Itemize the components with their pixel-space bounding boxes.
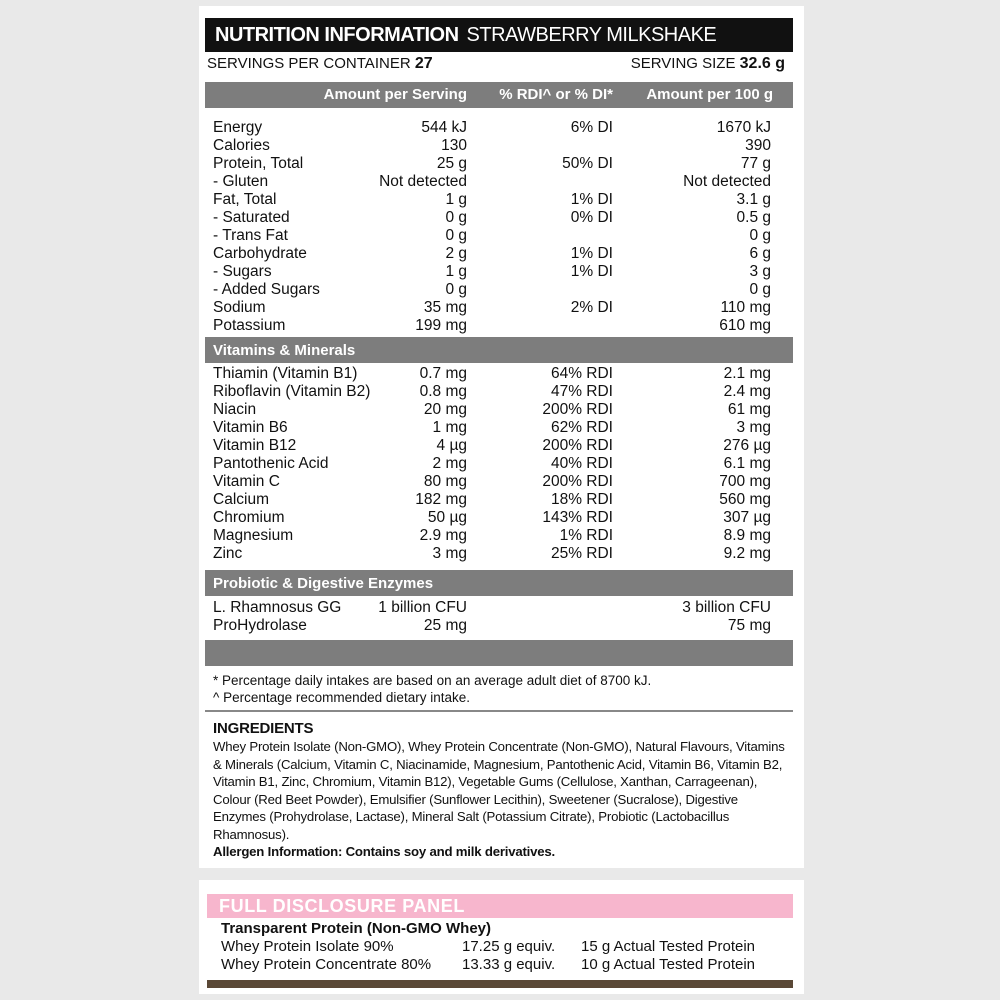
nutrient-name: Pantothenic Acid <box>213 455 329 472</box>
table-end-bar <box>205 640 793 666</box>
ingredients-block <box>213 720 793 861</box>
nutrient-name: Protein, Total <box>213 155 304 172</box>
table-row <box>199 191 799 209</box>
footnote-di: * Percentage daily intakes are based on an average adult diet of 8700 kJ. <box>213 673 652 688</box>
percent-intake: 62% RDI <box>550 419 613 436</box>
percent-intake: 6% DI <box>570 119 613 136</box>
nutrient-name: ProHydrolase <box>213 617 307 634</box>
amount-per-100g: 110 mg <box>720 299 771 316</box>
nutrient-name: Chromium <box>213 509 285 526</box>
amount-per-100g: 700 mg <box>719 473 771 490</box>
table-row <box>199 227 799 245</box>
serving-size <box>631 55 785 73</box>
title-bold: NUTRITION INFORMATION <box>215 23 459 46</box>
serving-size-value: 32.6 g <box>739 55 785 72</box>
footnotes <box>213 672 651 706</box>
table-row <box>199 509 799 527</box>
table-row <box>199 245 799 263</box>
table-row <box>199 437 799 455</box>
vitamins-section-bar <box>205 337 793 363</box>
table-row <box>199 317 799 335</box>
amount-per-100g: 8.9 mg <box>723 527 771 544</box>
nutrient-name: - Trans Fat <box>213 227 288 244</box>
column-header-bar <box>205 82 793 108</box>
amount-per-serving: Not detected <box>379 173 467 190</box>
nutrient-name: Riboflavin (Vitamin B2) <box>213 383 371 400</box>
amount-per-100g: 9.2 mg <box>723 545 771 562</box>
vitamins-table <box>199 365 799 563</box>
nutrient-name: Fat, Total <box>213 191 277 208</box>
disclosure-rows <box>207 938 793 974</box>
amount-per-100g: 610 mg <box>719 317 771 334</box>
nutrient-name: Zinc <box>213 545 243 562</box>
table-row <box>199 401 799 419</box>
percent-intake: 200% RDI <box>542 473 613 490</box>
percent-intake: 1% DI <box>570 245 613 262</box>
amount-per-100g: 1670 kJ <box>716 119 771 136</box>
amount-per-serving: 544 kJ <box>421 119 467 136</box>
disclosure-title: FULL DISCLOSURE PANEL <box>219 895 465 916</box>
amount-per-serving: 199 mg <box>415 317 467 334</box>
nutrient-name: Carbohydrate <box>213 245 307 262</box>
table-row <box>199 491 799 509</box>
disclosure-heading-row <box>207 920 793 938</box>
header-rdi: % RDI^ or % DI* <box>499 86 613 103</box>
table-row <box>199 119 799 137</box>
amount-per-100g: 3.1 g <box>736 191 771 208</box>
amount-per-serving: 1 billion CFU <box>378 599 467 616</box>
table-row <box>199 599 799 617</box>
table-row <box>199 365 799 383</box>
amount-per-serving: 2 g <box>445 245 467 262</box>
amount-per-serving: 25 mg <box>423 617 467 634</box>
nutrient-name: Energy <box>213 119 263 136</box>
disclosure-row <box>207 938 793 956</box>
full-disclosure-panel <box>199 880 804 994</box>
amount-per-serving: 2.9 mg <box>419 527 467 544</box>
header-per-100g: Amount per 100 g <box>646 86 773 103</box>
probiotic-table <box>199 599 799 635</box>
nutrient-name: Vitamin B12 <box>213 437 297 454</box>
amount-per-serving: 0.7 mg <box>419 365 467 382</box>
servings-per-container-value: 27 <box>414 55 433 72</box>
table-row <box>199 383 799 401</box>
amount-per-serving: 0 g <box>445 227 467 244</box>
amount-per-100g: 75 mg <box>727 617 771 634</box>
nutrient-name: Calcium <box>213 491 269 508</box>
disclosure-title-bar <box>207 894 793 918</box>
amount-per-serving: 25 g <box>436 155 467 172</box>
amount-per-serving: 1 mg <box>432 419 467 436</box>
protein-equivalent: 17.25 g equiv. <box>462 938 556 955</box>
amount-per-100g: 0 g <box>749 281 771 298</box>
amount-per-serving: 35 mg <box>423 299 467 316</box>
nutrient-name: - Sugars <box>213 263 272 280</box>
ingredients-title: INGREDIENTS <box>213 720 314 737</box>
disclosure-body <box>207 918 793 988</box>
amount-per-serving: 0 g <box>445 209 467 226</box>
amount-per-serving: 130 <box>441 137 467 154</box>
nutrient-table <box>199 119 799 335</box>
amount-per-serving: 80 mg <box>423 473 467 490</box>
percent-intake: 1% RDI <box>559 527 613 544</box>
percent-intake: 200% RDI <box>542 437 613 454</box>
table-row <box>199 473 799 491</box>
percent-intake: 200% RDI <box>542 401 613 418</box>
probiotic-section-bar <box>205 570 793 596</box>
nutrient-name: Niacin <box>213 401 257 418</box>
percent-intake: 25% RDI <box>550 545 613 562</box>
ingredients-text: Whey Protein Isolate (Non-GMO), Whey Protein Concentrate (Non-GMO), Natural Flavours, Vitamins & Minerals (Calcium, Vitamin C, Niacinamide, Magnesium, Pantothenic Acid, Vitamin B6, Vitamin B2, Vitamin B1, Zinc, Chromium, Vitamin B12), Vegetable Gums (Cellulose, Xanthan, Carrageenan), Colour (Red Beet Powder), Emulsifier (Sunflower Lecithin), Sweetener (Sucralose), Digestive Enzymes (Prohydrolase, Lactase), Mineral Salt (Potassium Citrate), Probiotic (Lactobacillus Rhamnosus). <box>213 739 785 842</box>
table-row <box>199 419 799 437</box>
amount-per-serving: 0 g <box>445 281 467 298</box>
amount-per-100g: 560 mg <box>719 491 771 508</box>
disclosure-row <box>207 956 793 974</box>
nutrient-name: Vitamin B6 <box>213 419 288 436</box>
tested-protein: 15 g Actual Tested Protein <box>581 938 756 955</box>
table-row <box>199 173 799 191</box>
amount-per-serving: 4 µg <box>436 437 467 454</box>
table-row <box>199 209 799 227</box>
percent-intake: 0% DI <box>570 209 613 226</box>
amount-per-100g: 2.4 mg <box>723 383 771 400</box>
amount-per-serving: 1 g <box>445 191 467 208</box>
amount-per-100g: 3 mg <box>736 419 771 436</box>
table-row <box>199 455 799 473</box>
nutrient-name: Sodium <box>213 299 266 316</box>
nutrient-name: Thiamin (Vitamin B1) <box>213 365 358 382</box>
table-row <box>199 137 799 155</box>
amount-per-100g: 307 µg <box>723 509 771 526</box>
amount-per-serving: 0.8 mg <box>419 383 467 400</box>
serving-size-label: SERVING SIZE <box>630 55 736 72</box>
amount-per-100g: 3 billion CFU <box>682 599 771 616</box>
percent-intake: 50% DI <box>562 155 613 172</box>
servings-per-container-label: SERVINGS PER CONTAINER <box>207 55 411 72</box>
percent-intake: 18% RDI <box>550 491 613 508</box>
nutrient-name: Magnesium <box>213 527 294 544</box>
vitamins-section-title: Vitamins & Minerals <box>213 341 356 359</box>
percent-intake: 1% DI <box>570 191 613 208</box>
nutrition-panel <box>199 6 804 868</box>
amount-per-serving: 50 µg <box>427 509 467 526</box>
protein-source: Whey Protein Concentrate 80% <box>221 956 432 973</box>
nutrient-name: - Gluten <box>213 173 269 190</box>
table-row <box>199 527 799 545</box>
amount-per-100g: 0 g <box>749 227 771 244</box>
nutrient-name: Potassium <box>213 317 286 334</box>
percent-intake: 47% RDI <box>550 383 613 400</box>
percent-intake: 143% RDI <box>542 509 613 526</box>
percent-intake: 64% RDI <box>550 365 613 382</box>
amount-per-100g: 77 g <box>740 155 771 172</box>
footnote-rdi: ^ Percentage recommended dietary intake. <box>213 690 470 705</box>
amount-per-100g: 3 g <box>749 263 771 280</box>
servings-per-container <box>207 55 433 73</box>
amount-per-100g: 6 g <box>749 245 771 262</box>
disclosure-heading: Transparent Protein (Non-GMO Whey) <box>221 920 492 937</box>
amount-per-100g: 276 µg <box>723 437 771 454</box>
nutrient-name: L. Rhamnosus GG <box>213 599 342 616</box>
servings-line <box>207 52 785 76</box>
amount-per-serving: 3 mg <box>432 545 467 562</box>
amount-per-serving: 2 mg <box>432 455 467 472</box>
amount-per-serving: 20 mg <box>423 401 467 418</box>
amount-per-serving: 182 mg <box>415 491 467 508</box>
amount-per-100g: 390 <box>745 137 771 154</box>
table-row <box>199 545 799 563</box>
nutrient-name: - Saturated <box>213 209 290 226</box>
amount-per-100g: Not detected <box>683 173 771 190</box>
amount-per-100g: 0.5 g <box>736 209 771 226</box>
nutrient-name: Calories <box>213 137 270 154</box>
nutrient-name: - Added Sugars <box>213 281 320 298</box>
ingredients-divider <box>205 710 793 712</box>
table-row <box>199 617 799 635</box>
table-row <box>199 281 799 299</box>
percent-intake: 2% DI <box>570 299 613 316</box>
allergen-information: Allergen Information: Contains soy and milk derivatives. <box>213 844 556 859</box>
percent-intake: 40% RDI <box>550 455 613 472</box>
table-row <box>199 263 799 281</box>
nutrient-name: Vitamin C <box>213 473 280 490</box>
amount-per-100g: 6.1 mg <box>723 455 771 472</box>
probiotic-section-title: Probiotic & Digestive Enzymes <box>213 574 434 592</box>
percent-intake: 1% DI <box>570 263 613 280</box>
protein-source: Whey Protein Isolate 90% <box>221 938 394 955</box>
nutrition-title-bar <box>205 18 793 52</box>
title-product: STRAWBERRY MILKSHAKE <box>466 23 717 46</box>
table-row <box>199 155 799 173</box>
table-row <box>199 299 799 317</box>
amount-per-100g: 61 mg <box>727 401 771 418</box>
amount-per-100g: 2.1 mg <box>723 365 771 382</box>
header-amount-per-serving: Amount per Serving <box>323 86 467 103</box>
amount-per-serving: 1 g <box>445 263 467 280</box>
protein-equivalent: 13.33 g equiv. <box>462 956 556 973</box>
tested-protein: 10 g Actual Tested Protein <box>581 956 756 973</box>
